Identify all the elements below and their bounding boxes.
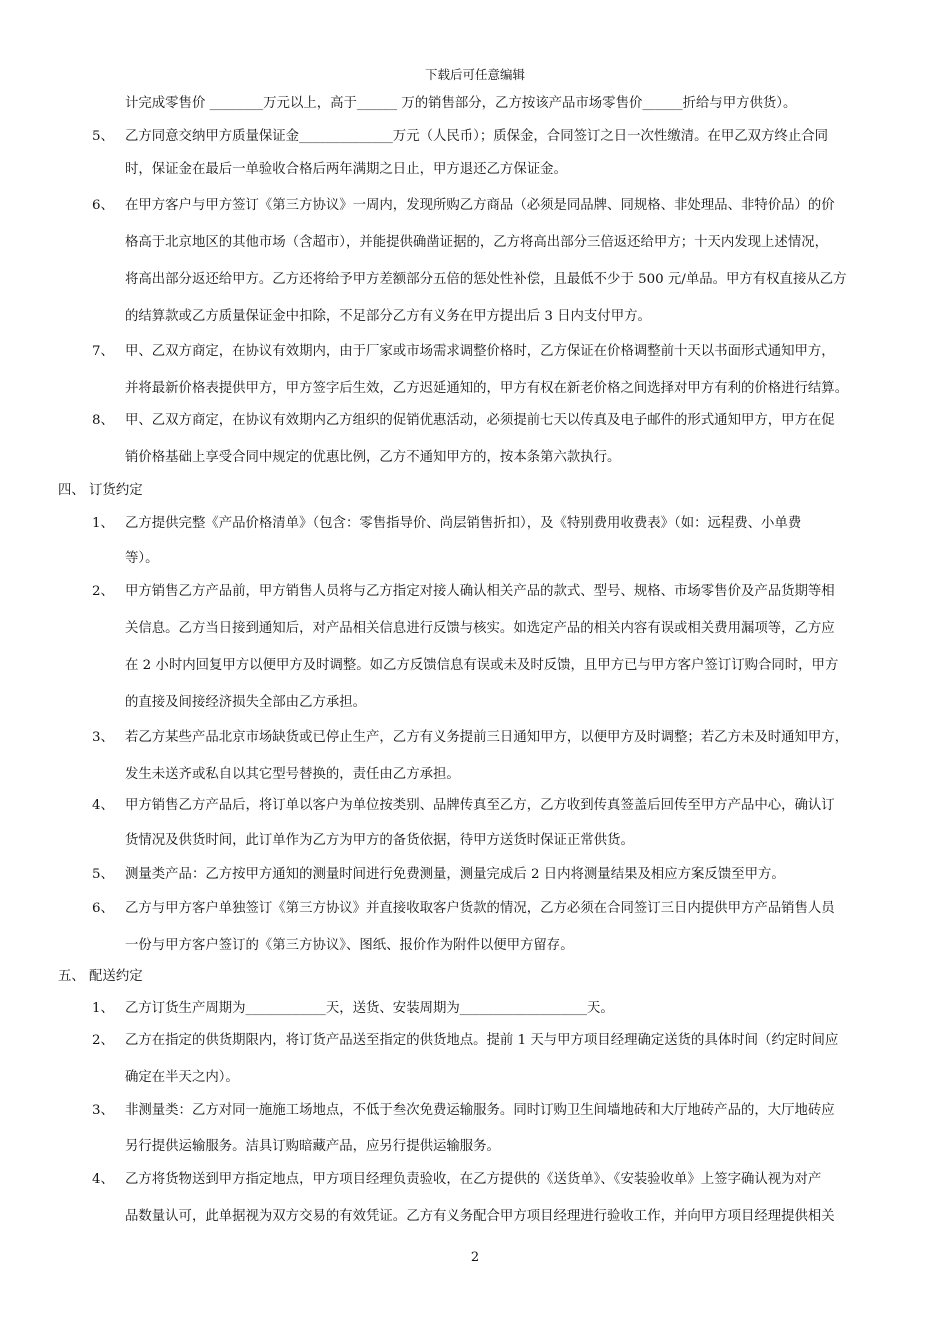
- body-line: 品数量认可，此单据视为双方交易的有效凭证。乙方有义务配合甲方项目经理进行验收工作，并向甲方项目经理提供相关: [125, 1209, 835, 1224]
- body-line: 乙方将货物送到甲方指定地点，甲方项目经理负责验收，在乙方提供的《送货单》、《安装验收单》上签字确认视为对产: [125, 1172, 822, 1187]
- item-number: 8、: [92, 413, 114, 428]
- page-number: 2: [470, 1250, 480, 1265]
- body-line: 发生未送齐或私自以其它型号替换的，责任由乙方承担。: [125, 767, 460, 782]
- section-heading: 五、 配送约定: [58, 969, 143, 984]
- body-line: 测量类产品：乙方按甲方通知的测量时间进行免费测量，测量完成后 2 日内将测量结果及相应方案反馈至甲方。: [125, 867, 785, 882]
- item-number: 3、: [92, 730, 114, 745]
- body-line: 乙方在指定的供货期限内，将订货产品送至指定的供货地点。提前 1 天与甲方项目经理确定送货的具体时间（约定时间应: [125, 1033, 839, 1048]
- item-number: 1、: [92, 1001, 114, 1016]
- item-number: 6、: [92, 901, 114, 916]
- body-line: 另行提供运输服务。洁具订购暗藏产品，应另行提供运输服务。: [125, 1139, 500, 1154]
- item-number: 2、: [92, 584, 114, 599]
- body-line: 甲方销售乙方产品前，甲方销售人员将与乙方指定对接人确认相关产品的款式、型号、规格、市场零售价及产品货期等相: [125, 584, 835, 599]
- body-line: 乙方与甲方客户单独签订《第三方协议》并直接收取客户货款的情况，乙方必须在合同签订三日内提供甲方产品销售人员: [125, 901, 835, 916]
- page-header: 下载后可任意编辑: [424, 67, 525, 82]
- body-line: 等）。: [125, 551, 159, 566]
- body-line: 乙方订货生产周期为____________天，送货、安装周期为___________________天。: [125, 1001, 614, 1016]
- body-line: 销价格基础上享受合同中规定的优惠比例，乙方不通知甲方的，按本条第六款执行。: [125, 450, 621, 465]
- item-number: 1、: [92, 516, 114, 531]
- body-line: 确定在半天之内）。: [125, 1070, 239, 1085]
- item-number: 5、: [92, 129, 114, 144]
- body-line: 一份与甲方客户签订的《第三方协议》、图纸、报价作为附件以便甲方留存。: [125, 938, 574, 953]
- item-number: 6、: [92, 198, 114, 213]
- body-line: 的结算款或乙方质量保证金中扣除，不足部分乙方有义务在甲方提出后 3 日内支付甲方。: [125, 309, 651, 324]
- body-line: 的直接及间接经济损失全部由乙方承担。: [125, 695, 367, 710]
- item-number: 4、: [92, 1172, 114, 1187]
- item-number: 5、: [92, 867, 114, 882]
- body-line: 货情况及供货时间，此订单作为乙方为甲方的备货依据，待甲方送货时保证正常供货。: [125, 833, 634, 848]
- body-line: 乙方提供完整《产品价格清单》（包含：零售指导价、尚层销售折扣），及《特别费用收费表》（如：远程费、小单费: [125, 516, 802, 531]
- body-line: 在 2 小时内回复甲方以便甲方及时调整。如乙方反馈信息有误或未及时反馈，且甲方已与甲方客户签订订购合同时，甲方: [125, 658, 839, 673]
- body-line: 关信息。乙方当日接到通知后，对产品相关信息进行反馈与核实。如选定产品的相关内容有误或相关费用漏项等，乙方应: [125, 621, 835, 636]
- body-line: 格高于北京地区的其他市场（含超市），并能提供确凿证据的，乙方将高出部分三倍返还给甲方；十天内发现上述情况，: [125, 235, 828, 250]
- item-number: 3、: [92, 1103, 114, 1118]
- body-line: 甲方销售乙方产品后，将订单以客户为单位按类别、品牌传真至乙方，乙方收到传真签盖后回传至甲方产品中心，确认订: [125, 798, 835, 813]
- body-line: 乙方同意交纳甲方质量保证金______________万元（人民币）；质保金，合同签订之日一次性缴清。在甲乙双方终止合同: [125, 129, 828, 144]
- body-line: 甲、乙双方商定，在协议有效期内，由于厂家或市场需求调整价格时，乙方保证在价格调整前十天以书面形式通知甲方，: [125, 344, 835, 359]
- body-line: 计完成零售价 ________万元以上，高于______ 万的销售部分，乙方按该产品市场零售价______折给与甲方供货）。: [125, 96, 797, 111]
- item-number: 4、: [92, 798, 114, 813]
- body-line: 若乙方某些产品北京市场缺货或已停止生产，乙方有义务提前三日通知甲方，以便甲方及时调整；若乙方未及时通知甲方，: [125, 730, 849, 745]
- item-number: 2、: [92, 1033, 114, 1048]
- body-line: 非测量类：乙方对同一施施工场地点，不低于叁次免费运输服务。同时订购卫生间墙地砖和大厅地砖产品的，大厅地砖应: [125, 1103, 835, 1118]
- body-line: 将高出部分返还给甲方。乙方还将给予甲方差额部分五倍的惩处性补偿，且最低不少于 500 元/单品。甲方有权直接从乙方: [125, 272, 847, 287]
- body-line: 并将最新价格表提供甲方，甲方签字后生效，乙方迟延通知的，甲方有权在新老价格之间选择对甲方有利的价格进行结算。: [125, 381, 849, 396]
- body-line: 甲、乙双方商定，在协议有效期内乙方组织的促销优惠活动，必须提前七天以传真及电子邮件的形式通知甲方，甲方在促: [125, 413, 835, 428]
- body-line: 在甲方客户与甲方签订《第三方协议》一周内，发现所购乙方商品（必须是同品牌、同规格、非处理品、非特价品）的价: [125, 198, 835, 213]
- item-number: 7、: [92, 344, 114, 359]
- body-line: 时，保证金在最后一单验收合格后两年满期之日止，甲方退还乙方保证金。: [125, 162, 567, 177]
- section-heading: 四、 订货约定: [58, 483, 143, 498]
